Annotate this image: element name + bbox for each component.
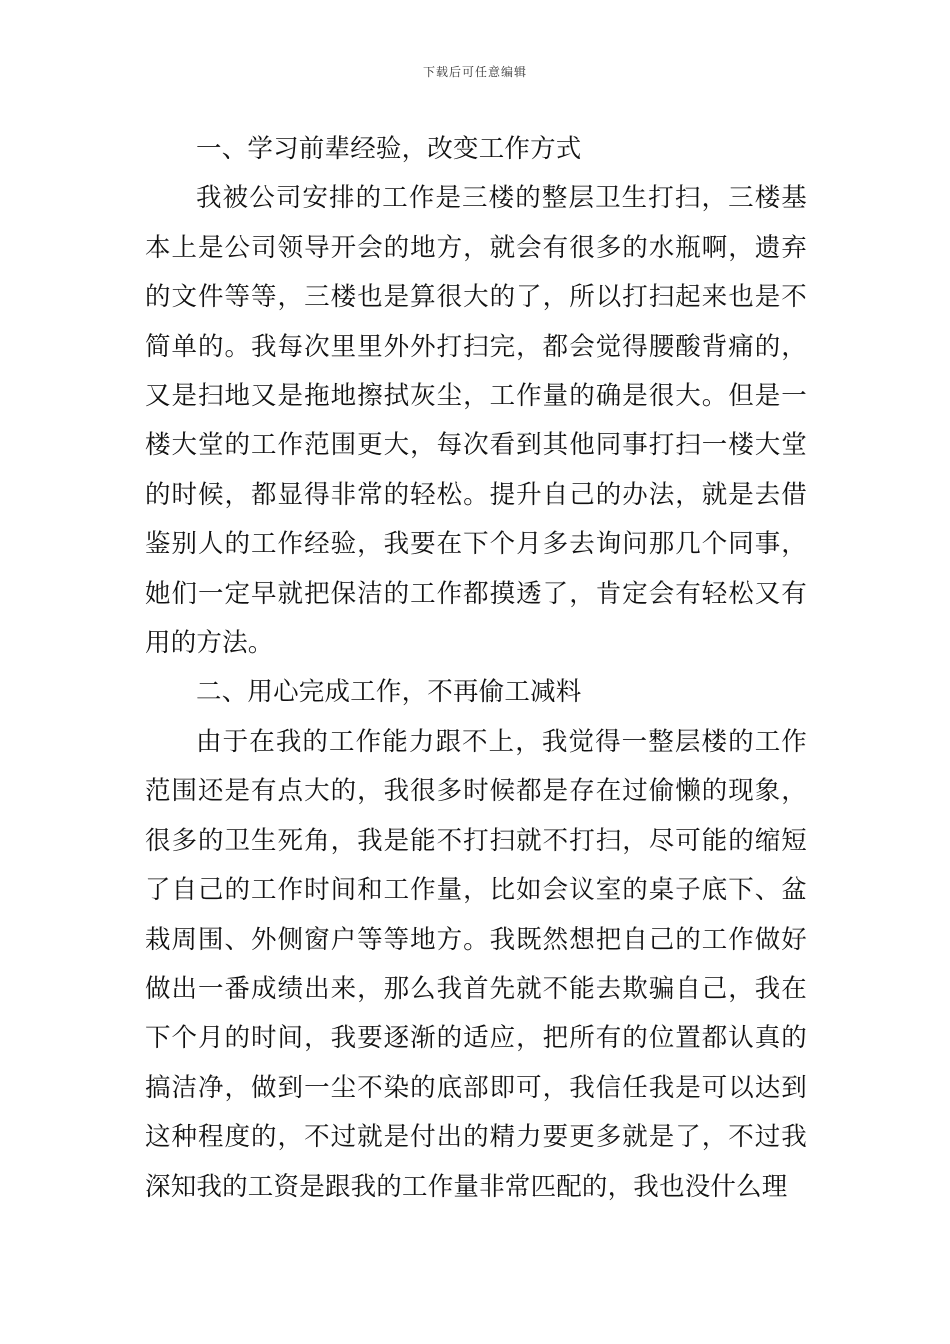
body-paragraph-2: 由于在我的工作能力跟不上，我觉得一整层楼的工作范围还是有点大的，我很多时候都是存在过偷懒的现象，很多的卫生死角，我是能不打扫就不打扫，尽可能的缩短了自己的工作时间和工作量，比如会议室的桌子底下、盆栽周围、外侧窗户等等地方。我既然想把自己的工作做好做出一番成绩出来，那么我首先就不能去欺骗自己，我在下个月的时间，我要逐渐的适应，把所有的位置都认真的搞洁净，做到一尘不染的底部即可，我信任我是可以达到这种程度的，不过就是付出的精力要更多就是了，不过我深知我的工资是跟我的工作量非常匹配的，我也没什么理 (145, 726, 807, 1202)
section-heading-1: 一、学习前辈经验，改变工作方式 (196, 134, 582, 164)
page-header: 下载后可任意编辑 (422, 65, 527, 79)
body-paragraph-1: 我被公司安排的工作是三楼的整层卫生打扫，三楼基本上是公司领导开会的地方，就会有很多的水瓶啊，遗弃的文件等等，三楼也是算很大的了，所以打扫起来也是不简单的。我每次里里外外打扫完，都会觉得腰酸背痛的，又是扫地又是拖地擦拭灰尘，工作量的确是很大。但是一楼大堂的工作范围更大，每次看到其他同事打扫一楼大堂的时候，都显得非常的轻松。提升自己的办法，就是去借鉴别人的工作经验，我要在下个月多去询问那几个同事，她们一定早就把保洁的工作都摸透了，肯定会有轻松又有用的方法。 (145, 183, 807, 659)
section-heading-2: 二、用心完成工作，不再偷工减料 (196, 677, 582, 708)
document-body (145, 125, 807, 1212)
